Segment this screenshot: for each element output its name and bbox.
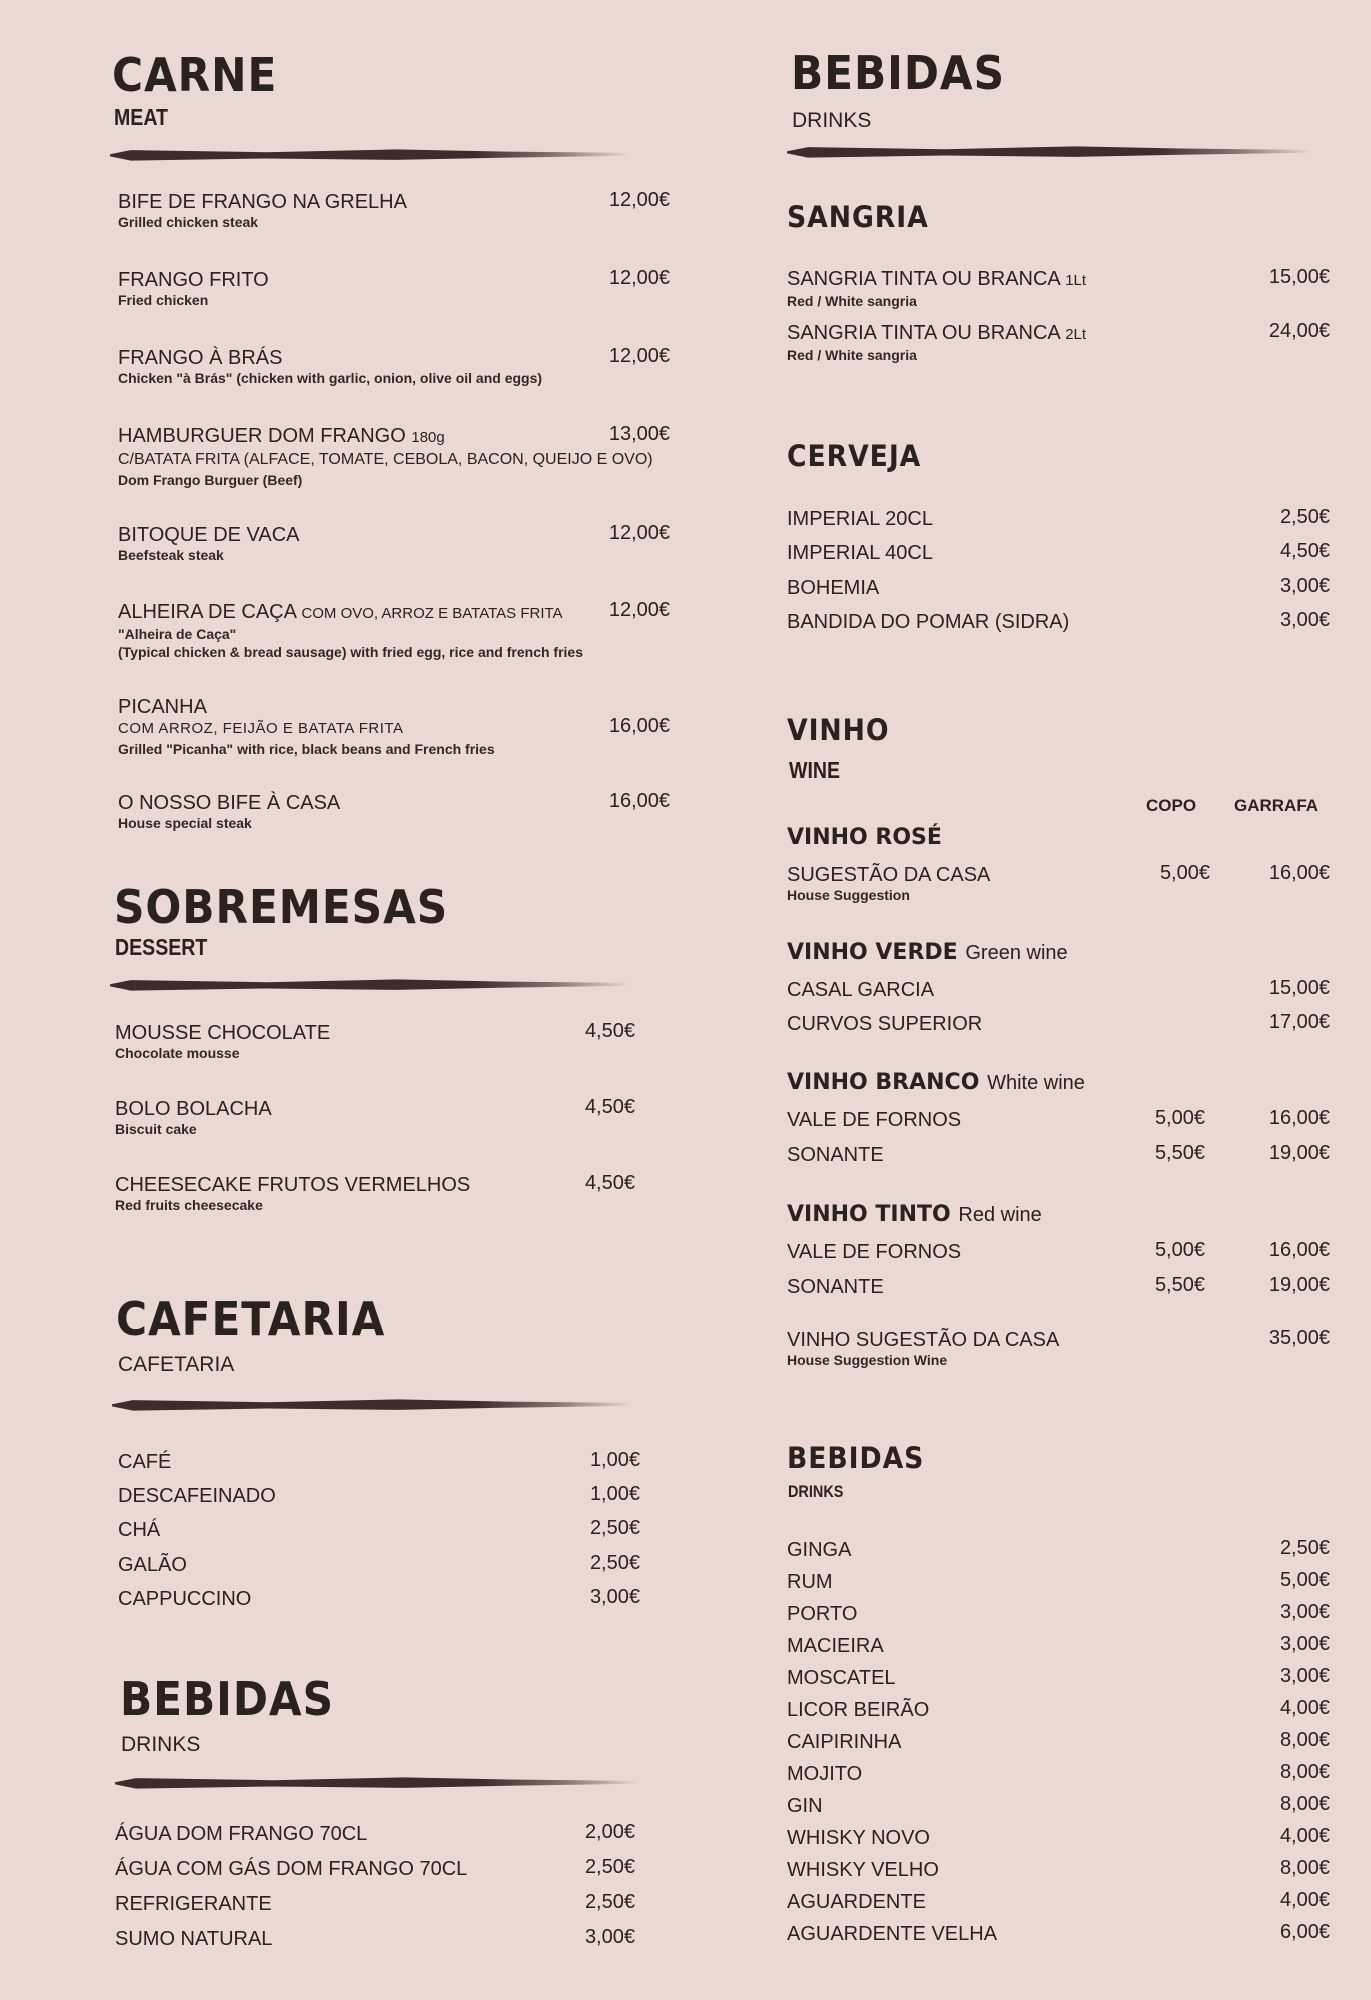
menu-item: VALE DE FORNOS bbox=[787, 1241, 962, 1263]
menu-item: GINGA bbox=[787, 1539, 852, 1561]
item-price: 2,50€ bbox=[1279, 1537, 1330, 1559]
section-title-sangria: SANGRIA bbox=[787, 200, 929, 234]
item-price: 2,50€ bbox=[589, 1552, 640, 1574]
menu-item: PICANHA COM ARROZ, FEIJÃO E BATATA FRITA Grilled "Picanha" with rice, black beans and French fries bbox=[118, 696, 495, 757]
item-price: 8,00€ bbox=[1279, 1793, 1330, 1815]
item-price: 2,00€ bbox=[584, 1821, 635, 1843]
menu-item: AGUARDENTE VELHA bbox=[787, 1923, 998, 1945]
menu-item: IMPERIAL 20CL bbox=[787, 508, 933, 530]
item-price: 12,00€ bbox=[608, 599, 670, 621]
wine-category-rose: VINHO ROSÉ bbox=[787, 825, 942, 850]
item-price: 1,00€ bbox=[589, 1449, 640, 1471]
section-title-bebidas: BEBIDAS bbox=[787, 1441, 925, 1475]
item-price: 4,00€ bbox=[1279, 1889, 1330, 1911]
section-title-carne: CARNE bbox=[112, 48, 278, 102]
menu-item: CAIPIRINHA bbox=[787, 1731, 902, 1753]
menu-item: IMPERIAL 40CL bbox=[787, 542, 933, 564]
menu-item: SONANTE bbox=[787, 1276, 884, 1298]
item-price: 5,00€ bbox=[1279, 1569, 1330, 1591]
item-price: 3,00€ bbox=[1279, 609, 1330, 631]
menu-item: SUGESTÃO DA CASA House Suggestion bbox=[787, 864, 991, 903]
section-subtitle-cafetaria: CAFETARIA bbox=[118, 1353, 235, 1376]
item-price-copo: 5,50€ bbox=[1154, 1142, 1205, 1164]
menu-item: RUM bbox=[787, 1571, 833, 1593]
item-price: 3,00€ bbox=[1279, 1601, 1330, 1623]
menu-item: BIFE DE FRANGO NA GRELHA Grilled chicken steak bbox=[118, 191, 407, 230]
menu-item: DESCAFEINADO bbox=[118, 1485, 276, 1507]
item-price-garrafa: 17,00€ bbox=[1268, 1011, 1330, 1033]
item-price: 2,50€ bbox=[1279, 506, 1330, 528]
menu-item: BANDIDA DO POMAR (SIDRA) bbox=[787, 611, 1070, 633]
menu-item: PORTO bbox=[787, 1603, 858, 1625]
section-subtitle-bebidas: DRINKS bbox=[121, 1733, 201, 1756]
item-price: 1,00€ bbox=[589, 1483, 640, 1505]
item-price-garrafa: 19,00€ bbox=[1268, 1274, 1330, 1296]
menu-item: FRANGO FRITO Fried chicken bbox=[118, 269, 269, 308]
menu-item: GIN bbox=[787, 1795, 823, 1817]
menu-item: CHEESECAKE FRUTOS VERMELHOS Red fruits cheesecake bbox=[115, 1174, 471, 1213]
menu-item: WHISKY VELHO bbox=[787, 1859, 939, 1881]
item-price: 12,00€ bbox=[608, 267, 670, 289]
item-price-garrafa: 35,00€ bbox=[1268, 1327, 1330, 1349]
item-price-copo: 5,00€ bbox=[1154, 1239, 1205, 1261]
section-title-bebidas: BEBIDAS bbox=[120, 1672, 334, 1726]
menu-item: CAFÉ bbox=[118, 1451, 172, 1473]
item-price-garrafa: 19,00€ bbox=[1268, 1142, 1330, 1164]
item-price-garrafa: 16,00€ bbox=[1268, 862, 1330, 884]
menu-item: HAMBURGUER DOM FRANGO 180g C/BATATA FRITA (ALFACE, TOMATE, CEBOLA, BACON, QUEIJO E OVO) Dom Frango Burguer (Beef) bbox=[118, 425, 653, 488]
menu-item: GALÃO bbox=[118, 1554, 187, 1576]
item-price: 2,50€ bbox=[584, 1856, 635, 1878]
brush-divider bbox=[110, 978, 630, 992]
menu-item: BOHEMIA bbox=[787, 577, 880, 599]
item-price: 4,50€ bbox=[584, 1020, 635, 1042]
menu-item: FRANGO À BRÁS Chicken "à Brás" (chicken with garlic, onion, olive oil and eggs) bbox=[118, 347, 543, 386]
menu-item: CASAL GARCIA bbox=[787, 979, 935, 1001]
section-subtitle-bebidas: DRINKS bbox=[792, 109, 872, 132]
item-price: 3,00€ bbox=[589, 1586, 640, 1608]
item-price: 24,00€ bbox=[1268, 320, 1330, 342]
item-price: 4,50€ bbox=[584, 1096, 635, 1118]
item-price: 12,00€ bbox=[608, 189, 670, 211]
column-header-copo: COPO bbox=[1146, 796, 1197, 815]
menu-item: CAPPUCCINO bbox=[118, 1588, 252, 1610]
menu-item: MOJITO bbox=[787, 1763, 863, 1785]
menu-item: MOSCATEL bbox=[787, 1667, 896, 1689]
item-price: 8,00€ bbox=[1279, 1761, 1330, 1783]
section-subtitle-bebidas: DRINKS bbox=[788, 1482, 844, 1501]
section-subtitle-vinho: WINE bbox=[789, 757, 841, 783]
menu-item: CURVOS SUPERIOR bbox=[787, 1013, 983, 1035]
menu-item: REFRIGERANTE bbox=[115, 1893, 272, 1915]
item-price: 13,00€ bbox=[608, 423, 670, 445]
item-price: 16,00€ bbox=[608, 790, 670, 812]
brush-divider bbox=[115, 1776, 640, 1790]
section-title-sobremesas: SOBREMESAS bbox=[114, 880, 449, 934]
wine-category-branco: VINHO BRANCO White wine bbox=[787, 1070, 1085, 1095]
brush-divider bbox=[110, 148, 630, 162]
section-title-cafetaria: CAFETARIA bbox=[116, 1292, 386, 1346]
menu-item: SANGRIA TINTA OU BRANCA 1Lt Red / White sangria bbox=[787, 268, 1087, 309]
item-price: 8,00€ bbox=[1279, 1857, 1330, 1879]
item-price-copo: 5,50€ bbox=[1154, 1274, 1205, 1296]
item-price-garrafa: 16,00€ bbox=[1268, 1239, 1330, 1261]
item-price: 12,00€ bbox=[608, 522, 670, 544]
item-price: 16,00€ bbox=[608, 715, 670, 737]
section-title-bebidas: BEBIDAS bbox=[791, 46, 1005, 100]
wine-category-tinto: VINHO TINTO Red wine bbox=[787, 1202, 1042, 1227]
item-price-copo: 5,00€ bbox=[1159, 862, 1210, 884]
item-price-garrafa: 15,00€ bbox=[1268, 977, 1330, 999]
item-price: 2,50€ bbox=[584, 1891, 635, 1913]
brush-divider bbox=[112, 1398, 632, 1412]
menu-item: ÁGUA DOM FRANGO 70CL bbox=[115, 1823, 368, 1845]
menu-item: ÁGUA COM GÁS DOM FRANGO 70CL bbox=[115, 1858, 468, 1880]
menu-item: CHÁ bbox=[118, 1519, 161, 1541]
menu-item: VINHO SUGESTÃO DA CASA House Suggestion Wine bbox=[787, 1329, 1060, 1368]
column-header-garrafa: GARRAFA bbox=[1234, 796, 1319, 815]
section-subtitle-carne: MEAT bbox=[114, 104, 168, 130]
item-price: 15,00€ bbox=[1268, 266, 1330, 288]
item-price: 12,00€ bbox=[608, 345, 670, 367]
menu-item: MOUSSE CHOCOLATE Chocolate mousse bbox=[115, 1022, 331, 1061]
item-price: 4,00€ bbox=[1279, 1825, 1330, 1847]
menu-item: O NOSSO BIFE À CASA House special steak bbox=[118, 792, 341, 831]
menu-item: MACIEIRA bbox=[787, 1635, 884, 1657]
item-price-garrafa: 16,00€ bbox=[1268, 1107, 1330, 1129]
wine-category-verde: VINHO VERDE Green wine bbox=[787, 940, 1068, 965]
item-price: 2,50€ bbox=[589, 1517, 640, 1539]
item-price: 4,00€ bbox=[1279, 1697, 1330, 1719]
menu-item: AGUARDENTE bbox=[787, 1891, 926, 1913]
item-price: 3,00€ bbox=[584, 1926, 635, 1948]
section-title-vinho: VINHO bbox=[787, 713, 890, 747]
menu-item: SANGRIA TINTA OU BRANCA 2Lt Red / White sangria bbox=[787, 322, 1087, 363]
menu-item: BITOQUE DE VACA Beefsteak steak bbox=[118, 524, 300, 563]
item-price: 3,00€ bbox=[1279, 1633, 1330, 1655]
item-price: 6,00€ bbox=[1279, 1921, 1330, 1943]
item-price: 3,00€ bbox=[1279, 575, 1330, 597]
item-price: 4,50€ bbox=[1279, 540, 1330, 562]
menu-item: LICOR BEIRÃO bbox=[787, 1699, 930, 1721]
menu-item: WHISKY NOVO bbox=[787, 1827, 930, 1849]
item-price: 3,00€ bbox=[1279, 1665, 1330, 1687]
menu-item: SONANTE bbox=[787, 1144, 884, 1166]
menu-item: BOLO BOLACHA Biscuit cake bbox=[115, 1098, 272, 1137]
menu-item: ALHEIRA DE CAÇA COM OVO, ARROZ E BATATAS FRITA "Alheira de Caça" (Typical chicken & bread sausage) with fried egg, rice and french fries bbox=[118, 601, 583, 660]
brush-divider bbox=[787, 145, 1312, 159]
item-price-copo: 5,00€ bbox=[1154, 1107, 1205, 1129]
section-subtitle-sobremesas: DESSERT bbox=[115, 934, 208, 960]
menu-item: VALE DE FORNOS bbox=[787, 1109, 962, 1131]
item-price: 8,00€ bbox=[1279, 1729, 1330, 1751]
menu-item: SUMO NATURAL bbox=[115, 1928, 273, 1950]
section-title-cerveja: CERVEJA bbox=[787, 439, 922, 473]
item-price: 4,50€ bbox=[584, 1172, 635, 1194]
